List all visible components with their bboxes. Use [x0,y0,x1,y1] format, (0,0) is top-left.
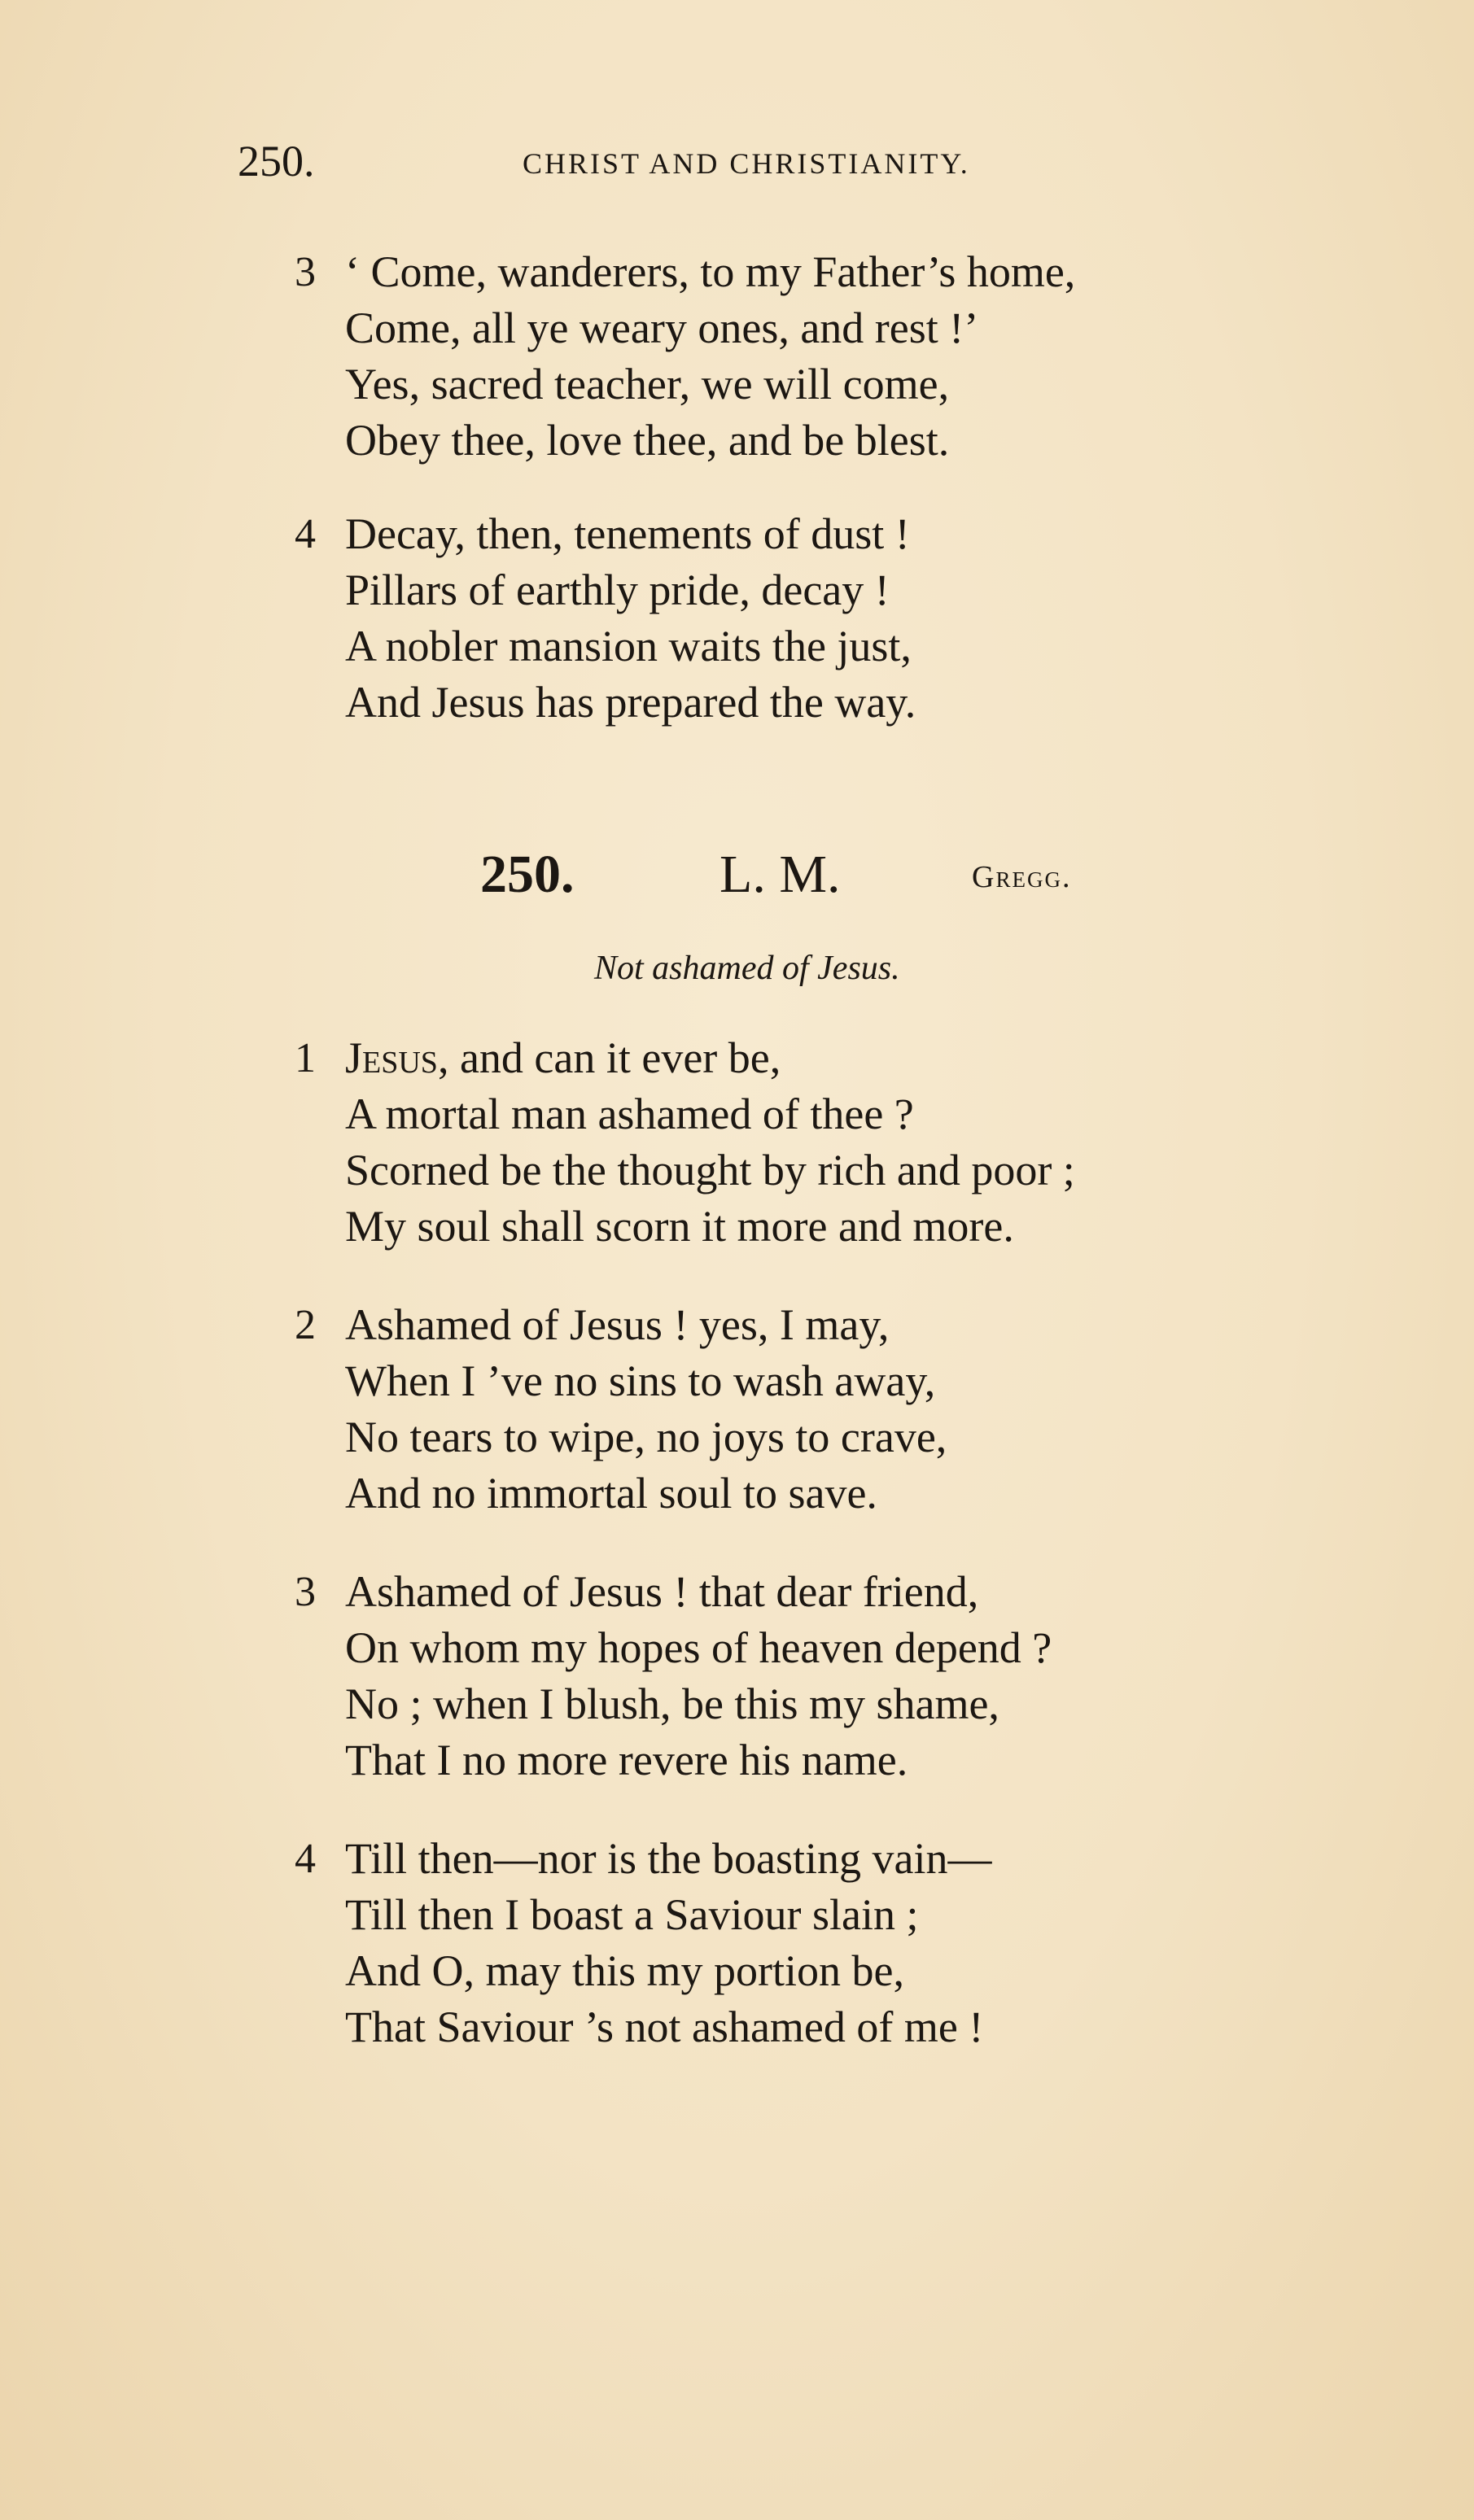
stanza-line: And O, may this my portion be, [345,1946,904,1995]
stanza-number: 2 [295,1302,316,1348]
stanza-line: Obey thee, love thee, and be blest. [345,416,950,465]
stanza-line: Pillars of earthly pride, decay ! [345,566,890,614]
stanza-number: 1 [295,1035,316,1081]
first-word: Jesus [345,1033,438,1082]
hymn-header [480,838,1213,911]
stanza-line: And no immortal soul to save. [345,1469,877,1518]
stanza-line: Scorned be the thought by rich and poor ; [345,1146,1075,1194]
stanza-line: ‘ Come, wanderers, to my Father’s home, [345,247,1076,296]
hymn-stanza-2 [295,1297,1353,1522]
stanza-line: No tears to wipe, no joys to crave, [345,1413,947,1461]
stanza-number: 4 [295,511,316,557]
stanza-number: 4 [295,1836,316,1882]
stanza-number: 3 [295,249,316,295]
stanza-line: No ; when I blush, be this my shame, [345,1679,999,1728]
stanza-line: And Jesus has prepared the way. [345,678,916,727]
stanza-line: A nobler mansion waits the just, [345,622,912,670]
page-number: 250. [238,137,315,186]
stanza-line: Ashamed of Jesus ! that dear friend, [345,1567,979,1616]
stanza-line [345,1030,1353,1086]
hymn-tune: Gregg. [972,860,1072,894]
previous-hymn-stanza-4 [295,506,1353,731]
stanza-line: My soul shall scorn it more and more. [345,1202,1014,1251]
running-head [238,137,1149,186]
first-line-rest: , and can it ever be, [437,1033,781,1082]
stanza-line: Come, all ye weary ones, and rest !’ [345,304,979,352]
stanza-line: When I ’ve no sins to wash away, [345,1356,936,1405]
hymn-stanza-3 [295,1564,1353,1788]
stanza-line: Decay, then, tenements of dust ! [345,509,910,558]
stanza-line: That I no more revere his name. [345,1736,908,1784]
stanza-line: Yes, sacred teacher, we will come, [345,360,950,408]
running-title: CHRIST AND CHRISTIANITY. [523,147,970,180]
stanza-number: 3 [295,1569,316,1615]
stanza-line: Till then I boast a Saviour slain ; [345,1890,919,1939]
stanza-line: Ashamed of Jesus ! yes, I may, [345,1300,890,1349]
hymn-subtitle: Not ashamed of Jesus. [594,950,900,987]
hymn-number: 250. [480,845,575,904]
hymn-stanza-4 [295,1831,1353,2055]
stanza-line: A mortal man ashamed of thee ? [345,1090,914,1138]
hymn-meter: L. M. [720,845,841,904]
previous-hymn-stanza-3 [295,244,1353,469]
stanza-line: That Saviour ’s not ashamed of me ! [345,2002,984,2051]
stanza-line: On whom my hopes of heaven depend ? [345,1623,1052,1672]
hymn-stanza-1 [295,1030,1353,1255]
stanza-line: Till then—nor is the boasting vain— [345,1834,992,1883]
